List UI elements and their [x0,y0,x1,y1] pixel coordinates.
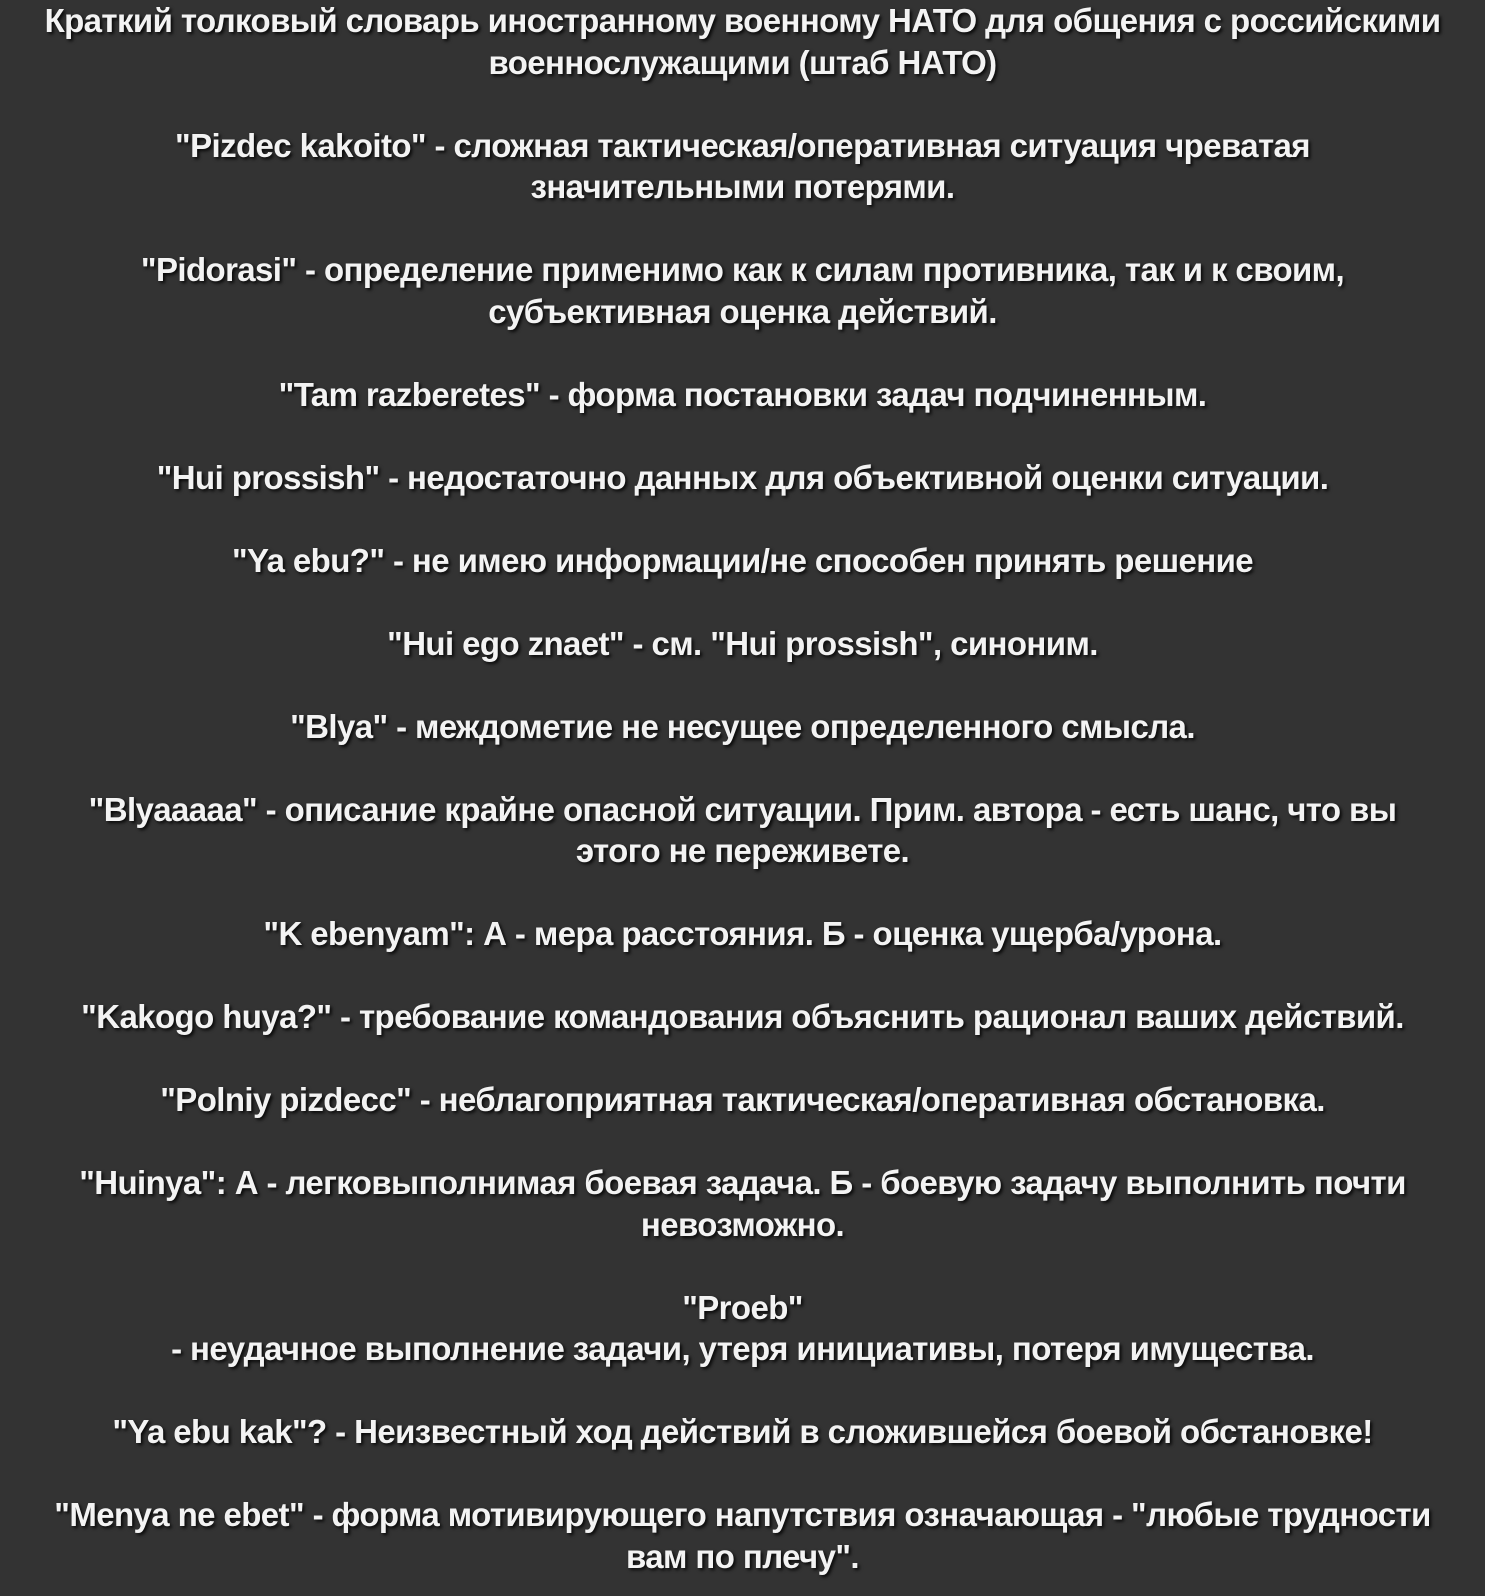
entry-line: "Hui ego znaet" - см. "Hui prossish", синоним. [387,624,1098,662]
document-title [10,0,1475,83]
dictionary-entry [10,249,1475,332]
dictionary-entry [10,374,1475,416]
entry-line: субъективная оценка действий. [488,292,997,330]
title-line: Краткий толковый словарь иностранному военному НАТО для общения с российскими [44,2,1441,39]
entry-line: "Ya ebu?" - не имею информации/не способен принять решение [231,541,1254,579]
dictionary-entry [10,623,1475,665]
dictionary-entry [10,789,1475,872]
entry-line: "Tam razberetes" - форма постановки задач подчиненным. [278,375,1207,413]
dictionary-entry [10,457,1475,499]
entry-line: "Proeb" [682,1288,803,1326]
entry-line: "K ebenyam": А - мера расстояния. Б - оценка ущерба/урона. [263,915,1222,952]
entry-line: - неудачное выполнение задачи, утеря инициативы, потеря имущества. [171,1330,1314,1367]
entry-line: "Pidorasi" - определение применимо как к силам противника, так и к своим, [140,251,1345,288]
dictionary-entry [10,913,1475,955]
entry-line: "Polniy pizdecc" - неблагоприятная тактическая/оперативная обстановка. [160,1081,1325,1118]
entry-line: невозможно. [640,1205,845,1243]
entry-line: вам по плечу". [626,1537,859,1575]
entry-line: значительными потерями. [530,168,955,205]
title-line: военнослужащими (штаб НАТО) [488,43,997,81]
entry-line: "Huinya": А - легковыполнимая боевая задача. Б - боевую задачу выполнить почти [79,1164,1406,1201]
dictionary-entry [10,540,1475,582]
dictionary-entry [10,1079,1475,1121]
dictionary-entry [10,1411,1475,1453]
dictionary-entry [10,706,1475,748]
entry-line: "Pizdec kakoito" - сложная тактическая/оперативная ситуация чреватая [175,126,1310,164]
dictionary-entry [10,1162,1475,1245]
entry-line: "Kakogo huya?" - требование командования объяснить рационал ваших действий. [81,998,1404,1035]
entry-line: "Blyaaaaa" - описание крайне опасной ситуации. Прим. автора - есть шанс, что вы [88,790,1397,828]
entry-line: этого не переживете. [575,832,910,869]
dictionary-entry [10,125,1475,208]
dictionary-entry [10,996,1475,1038]
dictionary-entry [10,1287,1475,1370]
entry-line: "Menya ne ebet" - форма мотивирующего напутствия означающая - "любые трудности [54,1496,1431,1533]
dictionary-entry [10,1494,1475,1577]
entry-line: "Ya ebu kak"? - Неизвестный ход действий в сложившейся боевой обстановке! [112,1413,1373,1450]
entry-line: "Blya" - междометие не несущее определенного смысла. [290,707,1195,745]
entry-line: "Hui prossish" - недостаточно данных для объективной оценки ситуации. [156,458,1329,496]
